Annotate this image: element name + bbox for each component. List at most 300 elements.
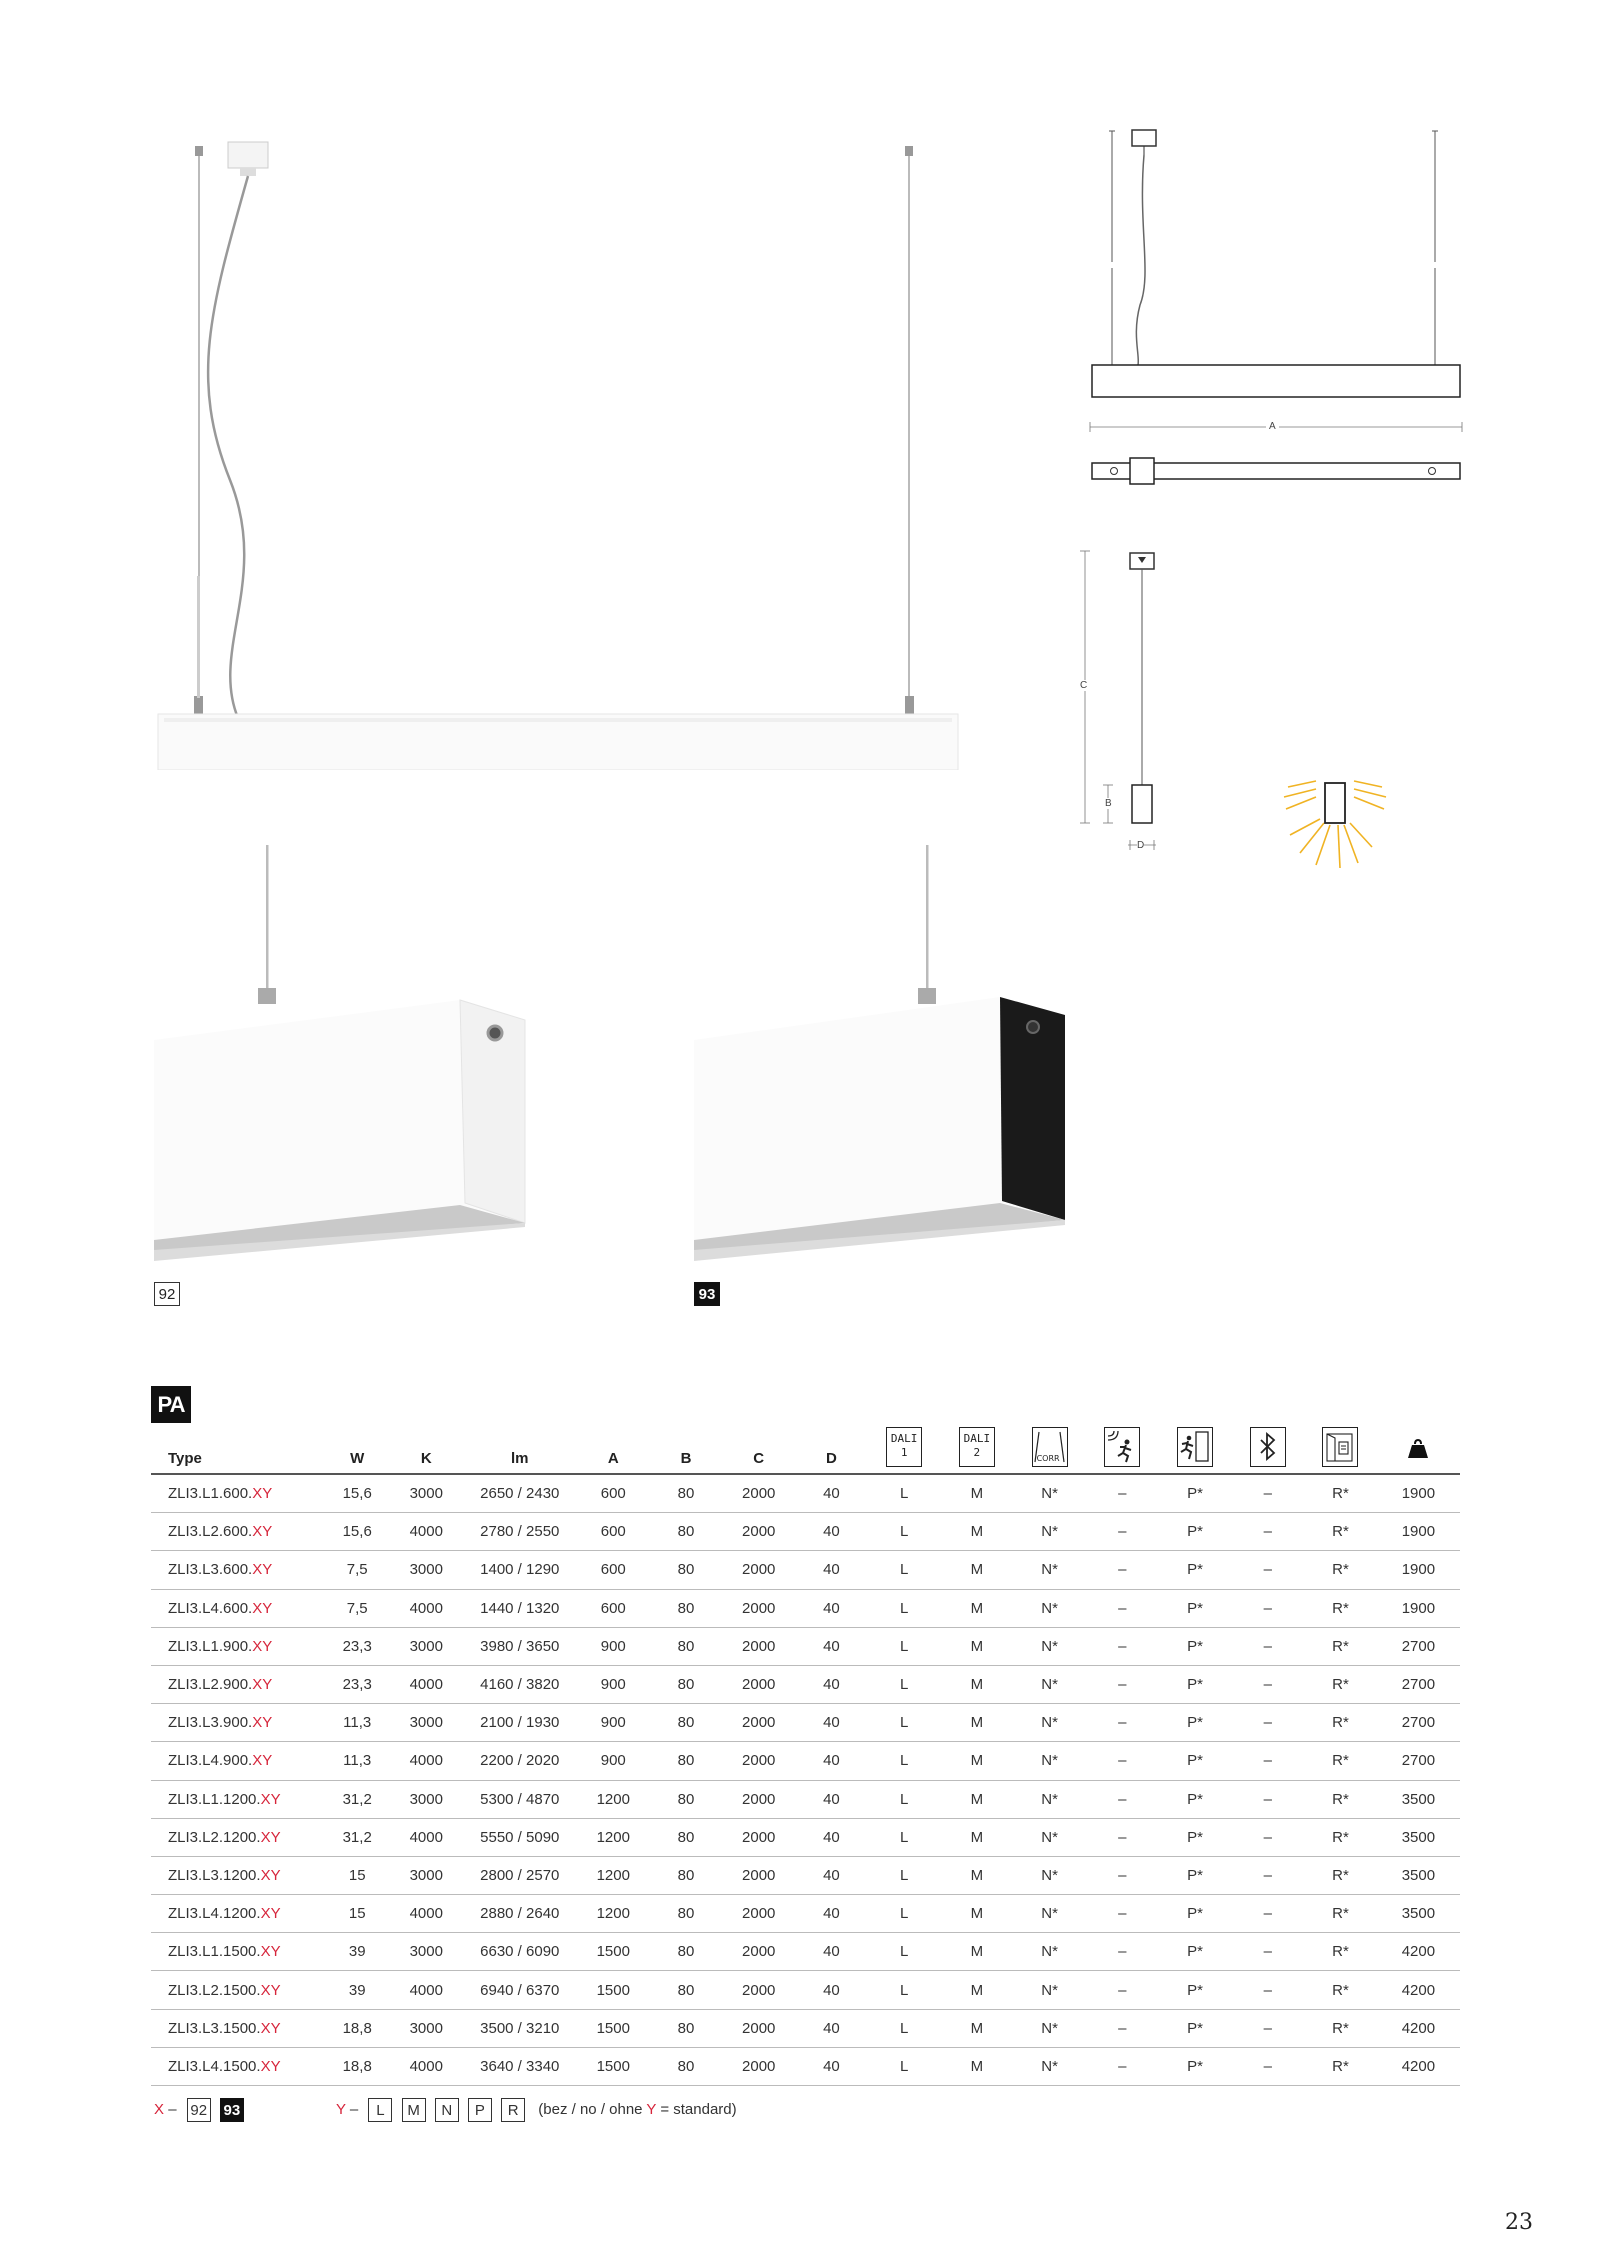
cell-sensor: –	[1086, 1513, 1159, 1551]
table-row	[151, 1780, 1460, 1818]
cell-type: ZLI3.L4.1500.XY	[151, 2047, 324, 2085]
cell-corr: N*	[1013, 1818, 1086, 1856]
cell-w: 23,3	[324, 1665, 389, 1703]
cell-dali1: L	[868, 1856, 941, 1894]
cell-bt: –	[1231, 2047, 1304, 2085]
cell-dali1: L	[868, 1704, 941, 1742]
cell-k: 4000	[390, 1895, 463, 1933]
col-lm: lm	[463, 1413, 577, 1474]
cell-c: 2000	[722, 1818, 795, 1856]
cell-remote: R*	[1304, 1513, 1377, 1551]
cell-b: 80	[650, 1513, 723, 1551]
cell-k: 3000	[390, 1551, 463, 1589]
table-row	[151, 2047, 1460, 2085]
cell-remote: R*	[1304, 1589, 1377, 1627]
col-k: K	[390, 1413, 463, 1474]
cell-c: 2000	[722, 1474, 795, 1513]
cell-k: 4000	[390, 1971, 463, 2009]
cell-a: 600	[577, 1551, 650, 1589]
cell-remote: R*	[1304, 1627, 1377, 1665]
cell-type: ZLI3.L1.600.XY	[151, 1474, 324, 1513]
cell-emerg: P*	[1159, 1742, 1232, 1780]
cell-dali1: L	[868, 1513, 941, 1551]
cell-b: 80	[650, 1742, 723, 1780]
cell-b: 80	[650, 1704, 723, 1742]
cell-weight: 1900	[1377, 1474, 1460, 1513]
cell-remote: R*	[1304, 1665, 1377, 1703]
cell-d: 40	[795, 1513, 868, 1551]
cell-k: 3000	[390, 1933, 463, 1971]
cell-lm: 5550 / 5090	[463, 1818, 577, 1856]
table-row	[151, 1665, 1460, 1703]
cell-corr: N*	[1013, 1474, 1086, 1513]
cell-weight: 2700	[1377, 1742, 1460, 1780]
cell-sensor: –	[1086, 1589, 1159, 1627]
cell-d: 40	[795, 1895, 868, 1933]
col-sensor	[1086, 1413, 1159, 1474]
cell-bt: –	[1231, 1513, 1304, 1551]
cell-c: 2000	[722, 1971, 795, 2009]
cell-weight: 4200	[1377, 2047, 1460, 2085]
cell-dali2: M	[941, 1971, 1014, 2009]
cell-corr: N*	[1013, 2047, 1086, 2085]
cell-emerg: P*	[1159, 2047, 1232, 2085]
y-note: (bez / no / ohne Y = standard)	[538, 2100, 737, 2118]
technical-drawing-front	[1080, 125, 1480, 495]
cell-w: 11,3	[324, 1742, 389, 1780]
table-row	[151, 1513, 1460, 1551]
variant-label-92: 92	[154, 1282, 180, 1306]
cell-dali2: M	[941, 1474, 1014, 1513]
cell-lm: 2780 / 2550	[463, 1513, 577, 1551]
cell-remote: R*	[1304, 1780, 1377, 1818]
cell-dali2: M	[941, 1742, 1014, 1780]
table-row	[151, 1704, 1460, 1742]
table-row	[151, 1971, 1460, 2009]
cell-lm: 2200 / 2020	[463, 1742, 577, 1780]
cell-c: 2000	[722, 1551, 795, 1589]
cell-k: 3000	[390, 1704, 463, 1742]
cell-corr: N*	[1013, 1704, 1086, 1742]
cell-emerg: P*	[1159, 1856, 1232, 1894]
cell-d: 40	[795, 1665, 868, 1703]
table-row	[151, 1856, 1460, 1894]
corridor-icon: CORR	[1032, 1427, 1068, 1467]
y-option-n: N	[435, 2098, 459, 2122]
spec-table-body	[151, 1474, 1460, 2086]
cell-k: 4000	[390, 1589, 463, 1627]
cell-a: 1500	[577, 1933, 650, 1971]
cell-c: 2000	[722, 1665, 795, 1703]
cell-sensor: –	[1086, 1665, 1159, 1703]
table-row	[151, 1551, 1460, 1589]
col-emergency	[1159, 1413, 1232, 1474]
cell-b: 80	[650, 1856, 723, 1894]
cell-bt: –	[1231, 1551, 1304, 1589]
cell-emerg: P*	[1159, 1818, 1232, 1856]
y-prefix: Y	[336, 2100, 346, 2118]
cell-corr: N*	[1013, 2009, 1086, 2047]
cell-b: 80	[650, 1933, 723, 1971]
x-option-93: 93	[220, 2098, 244, 2122]
cell-k: 3000	[390, 1780, 463, 1818]
dim-a-label: A	[1266, 421, 1279, 432]
table-row	[151, 2009, 1460, 2047]
cell-c: 2000	[722, 1895, 795, 1933]
cell-dali1: L	[868, 1474, 941, 1513]
cell-corr: N*	[1013, 1856, 1086, 1894]
spec-table	[151, 1413, 1460, 2086]
cell-remote: R*	[1304, 1895, 1377, 1933]
table-row	[151, 1742, 1460, 1780]
cell-type: ZLI3.L1.900.XY	[151, 1627, 324, 1665]
cell-dali1: L	[868, 1742, 941, 1780]
cell-dali2: M	[941, 1933, 1014, 1971]
cell-bt: –	[1231, 1589, 1304, 1627]
cell-corr: N*	[1013, 1780, 1086, 1818]
cell-b: 80	[650, 1474, 723, 1513]
cell-type: ZLI3.L4.900.XY	[151, 1742, 324, 1780]
cell-bt: –	[1231, 2009, 1304, 2047]
cell-c: 2000	[722, 2009, 795, 2047]
cell-bt: –	[1231, 1895, 1304, 1933]
dim-d-label: D	[1137, 840, 1145, 851]
dim-b-label: B	[1105, 798, 1112, 809]
cell-c: 2000	[722, 1627, 795, 1665]
y-option-m: M	[402, 2098, 426, 2122]
cell-corr: N*	[1013, 1933, 1086, 1971]
table-row	[151, 1895, 1460, 1933]
y-dash: –	[349, 2100, 359, 2118]
cell-a: 600	[577, 1513, 650, 1551]
cell-d: 40	[795, 1742, 868, 1780]
cell-emerg: P*	[1159, 1895, 1232, 1933]
cell-sensor: –	[1086, 1818, 1159, 1856]
y-legend	[336, 2098, 737, 2122]
cell-w: 15	[324, 1856, 389, 1894]
cell-weight: 1900	[1377, 1513, 1460, 1551]
cell-corr: N*	[1013, 1551, 1086, 1589]
weight-icon	[1406, 1437, 1430, 1461]
col-dali1	[868, 1413, 941, 1474]
cell-sensor: –	[1086, 2009, 1159, 2047]
cell-k: 3000	[390, 1856, 463, 1894]
table-header-row	[151, 1413, 1460, 1474]
cell-a: 1500	[577, 1971, 650, 2009]
cell-corr: N*	[1013, 1742, 1086, 1780]
cell-b: 80	[650, 1895, 723, 1933]
cell-remote: R*	[1304, 1742, 1377, 1780]
y-option-r: R	[501, 2098, 525, 2122]
cell-sensor: –	[1086, 1551, 1159, 1589]
cell-remote: R*	[1304, 2009, 1377, 2047]
cell-w: 18,8	[324, 2009, 389, 2047]
cell-type: ZLI3.L2.1500.XY	[151, 1971, 324, 2009]
cell-remote: R*	[1304, 1971, 1377, 2009]
col-w: W	[324, 1413, 389, 1474]
cell-type: ZLI3.L3.600.XY	[151, 1551, 324, 1589]
cell-sensor: –	[1086, 1742, 1159, 1780]
product-photo-main	[150, 130, 970, 770]
x-prefix: X	[154, 2100, 165, 2118]
cell-lm: 3500 / 3210	[463, 2009, 577, 2047]
variant-label-93: 93	[694, 1282, 720, 1306]
cell-emerg: P*	[1159, 1627, 1232, 1665]
bluetooth-icon	[1250, 1427, 1286, 1467]
cell-corr: N*	[1013, 1513, 1086, 1551]
cell-c: 2000	[722, 1780, 795, 1818]
cell-type: ZLI3.L4.1200.XY	[151, 1895, 324, 1933]
col-remote	[1304, 1413, 1377, 1474]
dim-c-label: C	[1080, 680, 1088, 691]
cell-sensor: –	[1086, 1627, 1159, 1665]
cell-dali2: M	[941, 1627, 1014, 1665]
cell-lm: 4160 / 3820	[463, 1665, 577, 1703]
table-row	[151, 1818, 1460, 1856]
table-row	[151, 1589, 1460, 1627]
cell-emerg: P*	[1159, 1933, 1232, 1971]
cell-dali1: L	[868, 2009, 941, 2047]
cell-lm: 2100 / 1930	[463, 1704, 577, 1742]
cell-b: 80	[650, 2009, 723, 2047]
cell-lm: 5300 / 4870	[463, 1780, 577, 1818]
cell-corr: N*	[1013, 1971, 1086, 2009]
cell-a: 900	[577, 1627, 650, 1665]
cell-a: 600	[577, 1589, 650, 1627]
cell-corr: N*	[1013, 1627, 1086, 1665]
cell-c: 2000	[722, 1589, 795, 1627]
x-dash: –	[168, 2100, 177, 2118]
detail-photo-93	[690, 845, 1070, 1275]
cell-weight: 3500	[1377, 1856, 1460, 1894]
cell-emerg: P*	[1159, 1971, 1232, 2009]
cell-k: 3000	[390, 1474, 463, 1513]
cell-lm: 1440 / 1320	[463, 1589, 577, 1627]
presence-sensor-icon	[1104, 1427, 1140, 1467]
cell-b: 80	[650, 1627, 723, 1665]
table-row	[151, 1627, 1460, 1665]
cell-emerg: P*	[1159, 1513, 1232, 1551]
cell-a: 1500	[577, 2047, 650, 2085]
cell-dali2: M	[941, 1551, 1014, 1589]
cell-w: 11,3	[324, 1704, 389, 1742]
col-dali2	[941, 1413, 1014, 1474]
cell-remote: R*	[1304, 1818, 1377, 1856]
cell-d: 40	[795, 1704, 868, 1742]
cell-w: 15,6	[324, 1474, 389, 1513]
cell-c: 2000	[722, 1856, 795, 1894]
emergency-exit-icon	[1177, 1427, 1213, 1467]
cell-a: 900	[577, 1742, 650, 1780]
cell-k: 4000	[390, 2047, 463, 2085]
cell-d: 40	[795, 1627, 868, 1665]
cell-emerg: P*	[1159, 1665, 1232, 1703]
cell-dali2: M	[941, 2009, 1014, 2047]
cell-dali2: M	[941, 1818, 1014, 1856]
cell-corr: N*	[1013, 1665, 1086, 1703]
x-legend	[154, 2098, 249, 2122]
col-d: D	[795, 1413, 868, 1474]
cell-type: ZLI3.L2.1200.XY	[151, 1818, 324, 1856]
cell-b: 80	[650, 2047, 723, 2085]
cell-emerg: P*	[1159, 1589, 1232, 1627]
cell-weight: 2700	[1377, 1704, 1460, 1742]
cell-dali1: L	[868, 1589, 941, 1627]
cell-weight: 3500	[1377, 1818, 1460, 1856]
cell-c: 2000	[722, 1513, 795, 1551]
x-option-92: 92	[187, 2098, 211, 2122]
cell-weight: 2700	[1377, 1665, 1460, 1703]
cell-remote: R*	[1304, 1856, 1377, 1894]
cell-dali1: L	[868, 1818, 941, 1856]
cell-type: ZLI3.L4.600.XY	[151, 1589, 324, 1627]
cell-w: 39	[324, 1933, 389, 1971]
cell-b: 80	[650, 1589, 723, 1627]
cell-b: 80	[650, 1818, 723, 1856]
cell-weight: 4200	[1377, 1933, 1460, 1971]
col-corridor	[1013, 1413, 1086, 1474]
cell-dali2: M	[941, 1780, 1014, 1818]
cell-b: 80	[650, 1780, 723, 1818]
cell-sensor: –	[1086, 1704, 1159, 1742]
cell-dali2: M	[941, 1665, 1014, 1703]
cell-d: 40	[795, 1971, 868, 2009]
cell-weight: 4200	[1377, 1971, 1460, 2009]
cell-type: ZLI3.L2.600.XY	[151, 1513, 324, 1551]
dali-2-icon: DALI 2	[959, 1427, 995, 1467]
cell-w: 15,6	[324, 1513, 389, 1551]
cell-d: 40	[795, 2047, 868, 2085]
cell-remote: R*	[1304, 1474, 1377, 1513]
cell-a: 1200	[577, 1895, 650, 1933]
cell-sensor: –	[1086, 1474, 1159, 1513]
cell-a: 1200	[577, 1818, 650, 1856]
cell-d: 40	[795, 1474, 868, 1513]
col-type: Type	[151, 1413, 324, 1474]
cell-w: 31,2	[324, 1780, 389, 1818]
cell-k: 3000	[390, 1627, 463, 1665]
cell-dali1: L	[868, 1933, 941, 1971]
cell-dali1: L	[868, 1971, 941, 2009]
cell-sensor: –	[1086, 1933, 1159, 1971]
cell-remote: R*	[1304, 1933, 1377, 1971]
cell-dali1: L	[868, 1665, 941, 1703]
col-weight	[1377, 1413, 1460, 1474]
cell-w: 15	[324, 1895, 389, 1933]
cell-bt: –	[1231, 1780, 1304, 1818]
cell-a: 1200	[577, 1780, 650, 1818]
cell-dali2: M	[941, 1856, 1014, 1894]
cell-bt: –	[1231, 1971, 1304, 2009]
remote-control-icon	[1322, 1427, 1358, 1467]
cell-type: ZLI3.L2.900.XY	[151, 1665, 324, 1703]
cell-type: ZLI3.L1.1500.XY	[151, 1933, 324, 1971]
cell-type: ZLI3.L3.1500.XY	[151, 2009, 324, 2047]
cell-d: 40	[795, 1780, 868, 1818]
cell-dali1: L	[868, 1780, 941, 1818]
cell-a: 1500	[577, 2009, 650, 2047]
cell-emerg: P*	[1159, 1780, 1232, 1818]
cell-bt: –	[1231, 1704, 1304, 1742]
cell-remote: R*	[1304, 1704, 1377, 1742]
cell-weight: 2700	[1377, 1627, 1460, 1665]
cell-d: 40	[795, 1551, 868, 1589]
cell-d: 40	[795, 2009, 868, 2047]
col-b: B	[650, 1413, 723, 1474]
cell-lm: 6630 / 6090	[463, 1933, 577, 1971]
cell-d: 40	[795, 1589, 868, 1627]
cell-weight: 4200	[1377, 2009, 1460, 2047]
cell-k: 4000	[390, 1742, 463, 1780]
col-c: C	[722, 1413, 795, 1474]
cell-sensor: –	[1086, 1856, 1159, 1894]
y-option-l: L	[368, 2098, 392, 2122]
cell-a: 900	[577, 1665, 650, 1703]
cell-corr: N*	[1013, 1895, 1086, 1933]
detail-photo-92	[150, 845, 530, 1275]
technical-drawing-side	[1070, 545, 1180, 865]
y-option-p: P	[468, 2098, 492, 2122]
light-distribution-icon	[1280, 775, 1390, 870]
dali-1-icon: DALI 1	[886, 1427, 922, 1467]
cell-d: 40	[795, 1818, 868, 1856]
cell-bt: –	[1231, 1474, 1304, 1513]
cell-a: 900	[577, 1704, 650, 1742]
cell-remote: R*	[1304, 2047, 1377, 2085]
cell-b: 80	[650, 1971, 723, 2009]
cell-k: 4000	[390, 1665, 463, 1703]
cell-emerg: P*	[1159, 2009, 1232, 2047]
cell-dali1: L	[868, 1895, 941, 1933]
cell-weight: 1900	[1377, 1589, 1460, 1627]
cell-dali1: L	[868, 1627, 941, 1665]
cell-lm: 3640 / 3340	[463, 2047, 577, 2085]
cell-dali2: M	[941, 2047, 1014, 2085]
cell-k: 3000	[390, 2009, 463, 2047]
cell-bt: –	[1231, 1818, 1304, 1856]
cell-w: 7,5	[324, 1551, 389, 1589]
cell-sensor: –	[1086, 1895, 1159, 1933]
cell-lm: 2880 / 2640	[463, 1895, 577, 1933]
cell-lm: 3980 / 3650	[463, 1627, 577, 1665]
cell-type: ZLI3.L3.900.XY	[151, 1704, 324, 1742]
cell-sensor: –	[1086, 2047, 1159, 2085]
cell-c: 2000	[722, 1933, 795, 1971]
cell-k: 4000	[390, 1818, 463, 1856]
cell-d: 40	[795, 1856, 868, 1894]
cell-emerg: P*	[1159, 1474, 1232, 1513]
cell-c: 2000	[722, 2047, 795, 2085]
cell-sensor: –	[1086, 1780, 1159, 1818]
cell-bt: –	[1231, 1665, 1304, 1703]
col-bluetooth	[1231, 1413, 1304, 1474]
cell-corr: N*	[1013, 1589, 1086, 1627]
cell-lm: 2800 / 2570	[463, 1856, 577, 1894]
table-row	[151, 1933, 1460, 1971]
cell-remote: R*	[1304, 1551, 1377, 1589]
cell-weight: 1900	[1377, 1551, 1460, 1589]
cell-dali2: M	[941, 1895, 1014, 1933]
cell-bt: –	[1231, 1627, 1304, 1665]
cell-w: 31,2	[324, 1818, 389, 1856]
cell-lm: 1400 / 1290	[463, 1551, 577, 1589]
cell-w: 23,3	[324, 1627, 389, 1665]
cell-emerg: P*	[1159, 1704, 1232, 1742]
cell-dali1: L	[868, 1551, 941, 1589]
cell-dali1: L	[868, 2047, 941, 2085]
cell-c: 2000	[722, 1704, 795, 1742]
cell-b: 80	[650, 1551, 723, 1589]
